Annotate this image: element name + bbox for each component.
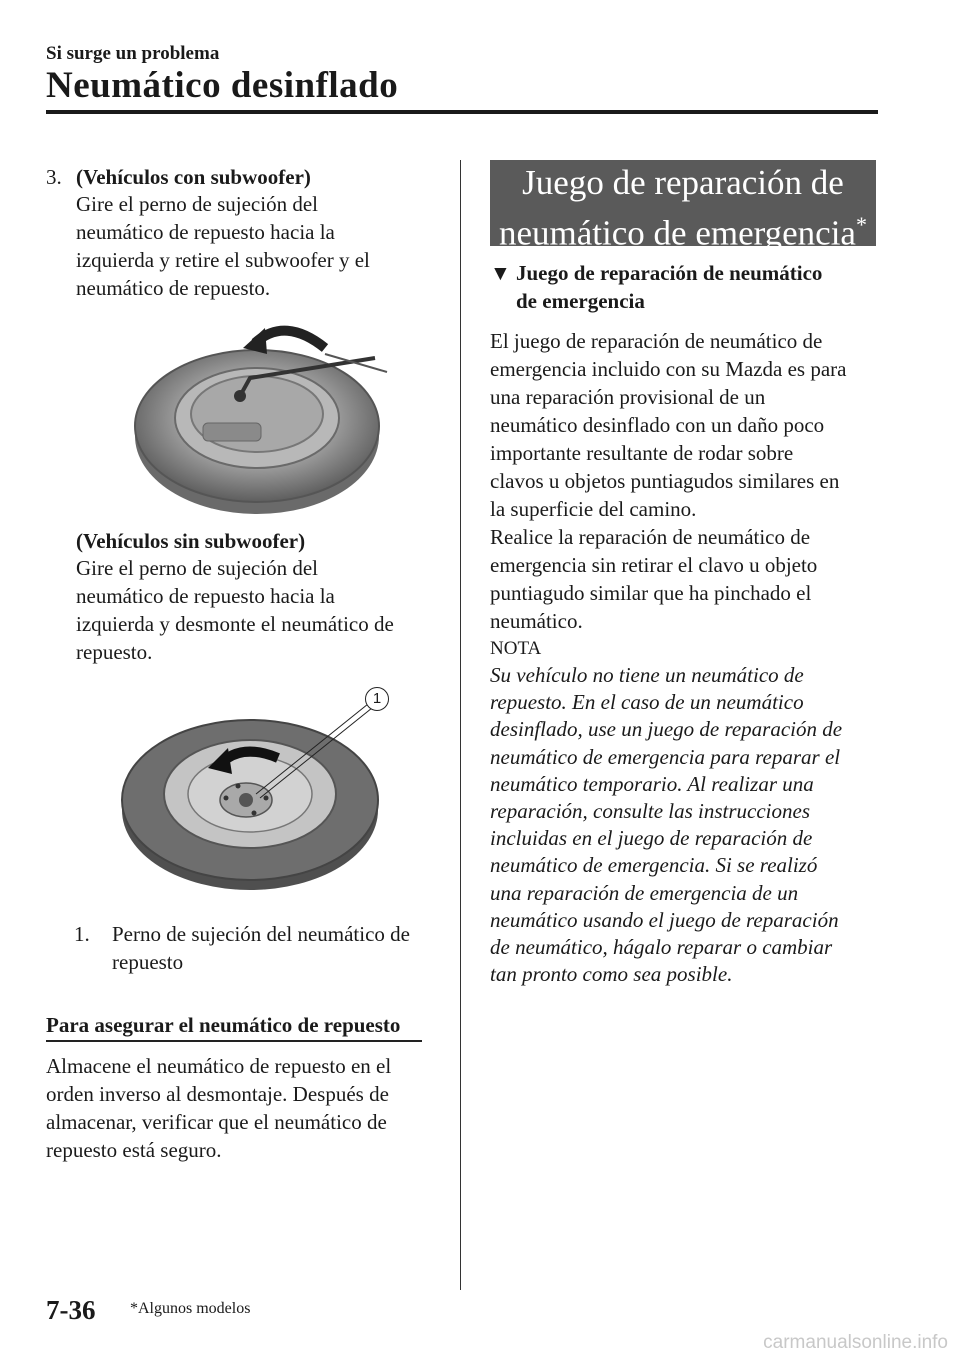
subsection-heading: Para asegurar el neumático de repuesto	[46, 1013, 401, 1037]
watermark: carmanualsonline.info	[763, 1332, 948, 1353]
banner-line1: Juego de reparación de	[522, 163, 844, 202]
spare-tire-illustration	[120, 682, 400, 896]
legend-number: 1.	[74, 922, 90, 946]
title-rule	[46, 110, 878, 114]
note-text: Su vehículo no tiene un neumático de repuesto. En el caso de un neumático desinflado, use un juego de reparación de neumático de emergencia para reparar el neumático temporario. Al realizar una reparación, consulte las instrucciones incluidas en el juego de reparación de neumático de emergencia. Si se realizó una reparación de emergencia de un neumático usando el juego de reparación de neumático, hágalo reparar o cambiar tan pronto como sea posible.	[490, 663, 843, 987]
repair-kit-paragraph: El juego de reparación de neumático de emergencia incluido con su Mazda es para una reparación provisional de un neumático desinflado con un daño poco importante resultante de rodar sobre clavos u objetos puntiagudos similares en la superficie del camino. Realice la reparación de neumático de emergencia sin retirar el clavo u objeto puntiagudo similar que ha pinchado el neumático.	[490, 329, 847, 633]
subwoofer-spare-tire-figure	[125, 318, 395, 514]
spare-tire-figure	[120, 682, 400, 896]
note-label: NOTA	[490, 638, 542, 659]
banner-line2-wrap	[490, 204, 876, 255]
banner-asterisk: *	[855, 212, 867, 237]
page-title: Neumático desinflado	[46, 65, 399, 106]
tire-with-subwoofer-illustration	[125, 318, 395, 514]
section-banner	[490, 160, 876, 253]
step-text: Gire el perno de sujeción del neumático de repuesto hacia la izquierda y retire el subwoofer y el neumático de repuesto.	[76, 192, 370, 300]
step-number: 3.	[46, 165, 62, 189]
subsection-title	[490, 259, 822, 315]
section-label: Si surge un problema	[46, 43, 220, 64]
footnote: *Algunos modelos	[130, 1300, 251, 1317]
alt-heading: (Vehículos sin subwoofer)	[76, 529, 306, 553]
subsection-title-text: Juego de reparación de neumático de emergencia	[516, 261, 823, 313]
subsection-text: Almacene el neumático de repuesto en el orden inverso al desmontaje. Después de almacenar, verificar que el neumático de repuesto está seguro.	[46, 1054, 392, 1162]
alt-text: Gire el perno de sujeción del neumático de repuesto hacia la izquierda y desmonte el neumático de repuesto.	[76, 556, 394, 664]
banner-line2: neumático de emergencia	[499, 213, 856, 253]
page-number: 7-36	[46, 1295, 96, 1325]
callout-marker: 1	[365, 687, 389, 711]
step-heading: (Vehículos con subwoofer)	[76, 165, 311, 189]
legend-text: Perno de sujeción del neumático de repuesto	[112, 922, 410, 974]
column-divider	[460, 160, 461, 1290]
triangle-down-icon: ▼	[490, 261, 511, 285]
subsection-rule	[46, 1040, 422, 1042]
